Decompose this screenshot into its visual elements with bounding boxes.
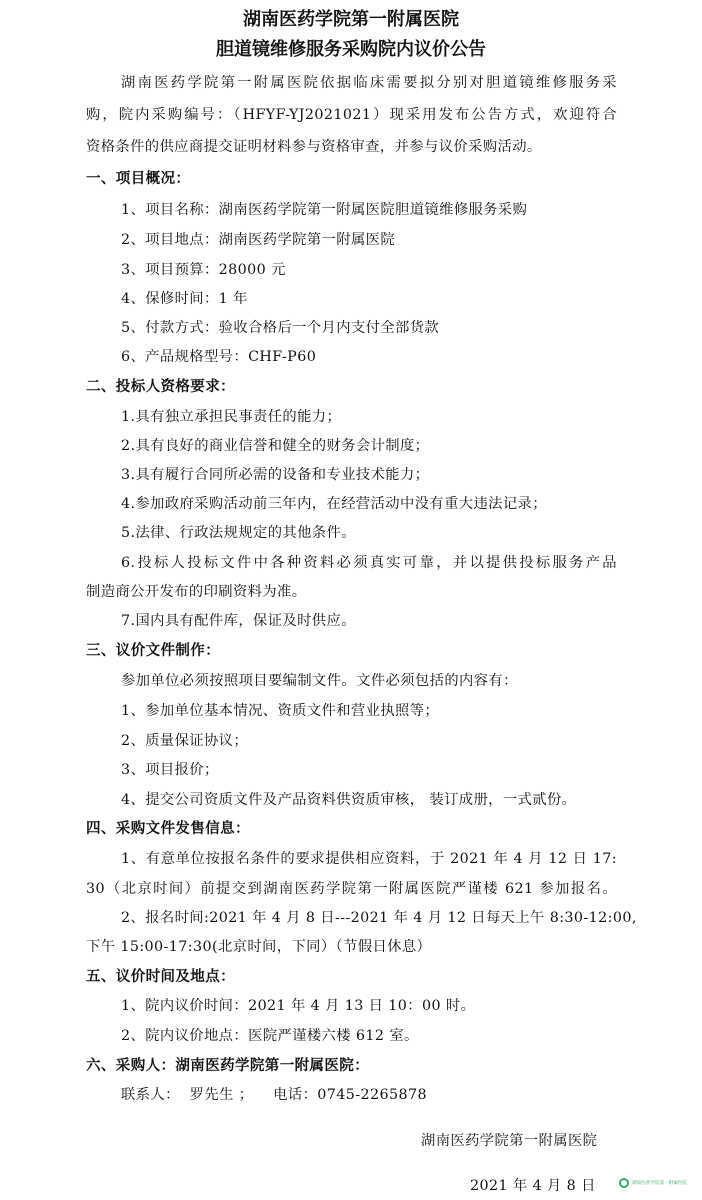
section-heading: 六、采购人：湖南医药学院第一附属医院： [86, 1058, 370, 1074]
list-item: 参加单位必须按照项目要编制文件。文件必须包括的内容有： [121, 673, 518, 689]
page-title: 湖南医药学院第一附属医院 [243, 9, 459, 30]
list-item: 3.具有履行合同所必需的设备和专业技术能力； [121, 467, 430, 483]
list-item: 1.具有独立承担民事责任的能力； [121, 409, 342, 425]
list-item: 2、质量保证协议； [121, 733, 249, 749]
signature-org: 湖南医药学院第一附属医院 [421, 1133, 598, 1149]
list-item: 3、项目报价； [121, 762, 219, 778]
list-item: 6.投标人投标文件中各种资料必须真实可靠，并以提供投标服务产品 [121, 555, 617, 571]
list-item: 4、保修时间：1 年 [121, 291, 248, 307]
section-heading: 四、采购文件发售信息： [86, 821, 250, 837]
hospital-logo-icon [619, 1178, 629, 1188]
list-item: 2、报名时间:2021 年 4 月 8 日---2021 年 4 月 12 日每天上午 8:30-12:00, [121, 910, 637, 926]
list-item-continuation: 30（北京时间）前提交到湖南医药学院第一附属医院严谨楼 621 参加报名。 [86, 881, 617, 897]
list-item: 1、院内议价时间：2021 年 4 月 13 日 10：00 时。 [121, 998, 476, 1014]
list-item: 4.参加政府采购活动前三年内，在经营活动中没有重大违法记录； [121, 496, 547, 512]
list-item-continuation: 下午 15:00-17:30(北京时间，下同）（节假日休息） [86, 939, 432, 955]
intro-line: 资格条件的供应商提交证明材料参与资格审查，并参与议价采购活动。 [86, 139, 542, 155]
section-heading: 五、议价时间及地点： [86, 969, 235, 985]
intro-line: 购，院内采购编号：（HFYF-YJ2021021）现采用发布公告方式，欢迎符合 [86, 107, 617, 123]
page-subtitle: 胆道镜维修服务采购院内议价公告 [216, 39, 486, 60]
list-item: 1、有意单位按报名条件的要求提供相应资料，于 2021 年 4 月 12 日 17: [121, 851, 617, 867]
list-item: 7.国内具有配件库，保证及时供应。 [121, 613, 356, 629]
list-item: 3、项目预算：28000 元 [121, 262, 286, 278]
watermark-text: 湖南医药学院第一附属医院 [632, 1181, 688, 1186]
list-item: 4、提交公司资质文件及产品资料供资质审核， 装订成册，一式贰份。 [121, 792, 577, 808]
list-item: 5.法律、行政法规规定的其他条件。 [121, 525, 356, 541]
intro-line: 湖南医药学院第一附属医院依据临床需要拟分别对胆道镜维修服务采 [121, 75, 617, 91]
list-item: 1、参加单位基本情况、资质文件和营业执照等； [121, 703, 440, 719]
list-item: 5、付款方式：验收合格后一个月内支付全部货款 [121, 320, 440, 336]
contact-line: 联系人： 罗先生 ； 电话：0745-2265878 [121, 1087, 427, 1103]
section-heading: 一、项目概况： [86, 171, 191, 187]
signature-date: 2021 年 4 月 8 日 [470, 1178, 596, 1194]
list-item: 1、项目名称：湖南医药学院第一附属医院胆道镜维修服务采购 [121, 202, 528, 218]
list-item: 6、产品规格型号：CHF-P60 [121, 349, 317, 365]
list-item-continuation: 制造商公开发布的印刷资料为准。 [86, 584, 307, 600]
section-heading: 二、投标人资格要求： [86, 379, 235, 395]
list-item: 2、项目地点：湖南医药学院第一附属医院 [121, 232, 396, 248]
list-item: 2、院内议价地点：医院严谨楼六楼 612 室。 [121, 1028, 419, 1044]
hospital-logo [619, 1176, 699, 1190]
section-heading: 三、议价文件制作： [86, 643, 221, 659]
list-item: 2.具有良好的商业信誉和健全的财务会计制度； [121, 438, 430, 454]
